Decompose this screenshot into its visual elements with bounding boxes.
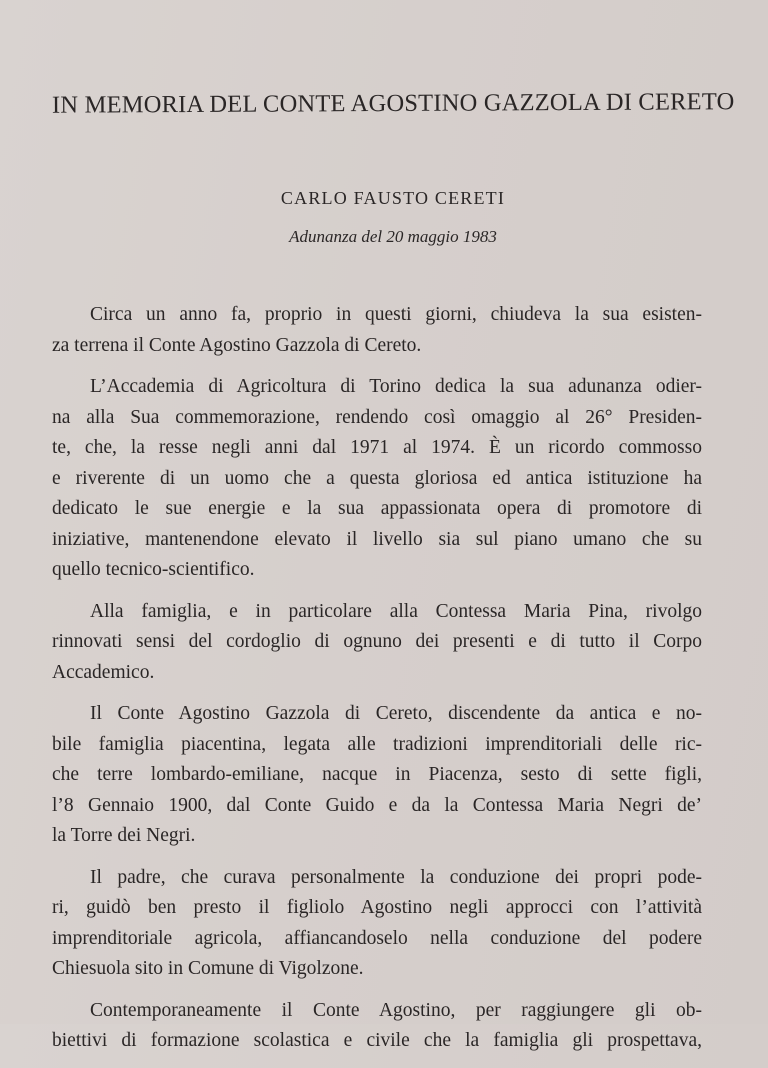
text-line: biettivi di formazione scolastica e civile che la famiglia gli prospettava, (52, 1030, 702, 1051)
paragraph (52, 996, 702, 1057)
text-line: Alla famiglia, e in particolare alla Contessa Maria Pina, rivolgo (90, 600, 702, 622)
paragraph (52, 300, 702, 361)
text-line: za terrena il Conte Agostino Gazzola di Cereto. (52, 334, 422, 356)
text-line: ri, guidò ben presto il figliolo Agostino negli approcci con l’attività (52, 897, 702, 918)
author-name: CARLO FAUSTO CERETI (280, 188, 506, 208)
text-line: Il Conte Agostino Gazzola di Cereto, discendente da antica e no- (90, 703, 702, 724)
text-line: Accademico. (52, 661, 155, 683)
text-line: L’Accademia di Agricoltura di Torino dedica la sua adunanza odier- (90, 376, 702, 397)
paragraph (52, 372, 702, 586)
text-line: che terre lombardo-emiliane, nacque in Piacenza, sesto di sette figli, (52, 764, 702, 785)
text-line: Chiesuola sito in Comune di Vigolzone. (52, 958, 364, 979)
page-title: IN MEMORIA DEL CONTE AGOSTINO GAZZOLA DI CERETO (51, 88, 735, 119)
body-text (52, 300, 702, 1068)
text-line: Contemporaneamente il Conte Agostino, per raggiungere gli ob- (90, 999, 702, 1021)
paragraph (52, 863, 702, 985)
paragraph (52, 699, 702, 852)
paragraph (52, 597, 702, 689)
text-line: la Torre dei Negri. (52, 825, 196, 846)
text-line: Circa un anno fa, proprio in questi giorni, chiudeva la sua esisten- (90, 304, 702, 325)
text-line: te, che, la resse negli anni dal 1971 al 1974. È un ricordo commosso (52, 437, 702, 458)
text-line: bile famiglia piacentina, legata alle tradizioni imprenditoriali delle ric- (52, 733, 702, 755)
text-line: quello tecnico-scientifico. (52, 559, 255, 580)
text-line: imprenditoriale agricola, affiancandoselo nella conduzione del podere (52, 927, 702, 949)
text-line: e riverente di un uomo che a questa gloriosa ed antica istituzione ha (52, 467, 702, 489)
text-line: dedicato le sue energie e la sua appassionata opera di promotore di (52, 498, 702, 519)
text-line: iniziative, mantenendone elevato il livello sia sul piano umano che su (52, 528, 702, 550)
text-line: l’8 Gennaio 1900, dal Conte Guido e da la Contessa Maria Negri de’ (52, 794, 702, 816)
session-date: Adunanza del 20 maggio 1983 (289, 227, 497, 246)
text-line: na alla Sua commemorazione, rendendo così omaggio al 26° Presiden- (52, 406, 702, 428)
text-line: Il padre, che curava personalmente la conduzione dei propri pode- (90, 866, 702, 888)
text-line: rinnovati sensi del cordoglio di ognuno dei presenti e di tutto il Corpo (52, 631, 702, 652)
